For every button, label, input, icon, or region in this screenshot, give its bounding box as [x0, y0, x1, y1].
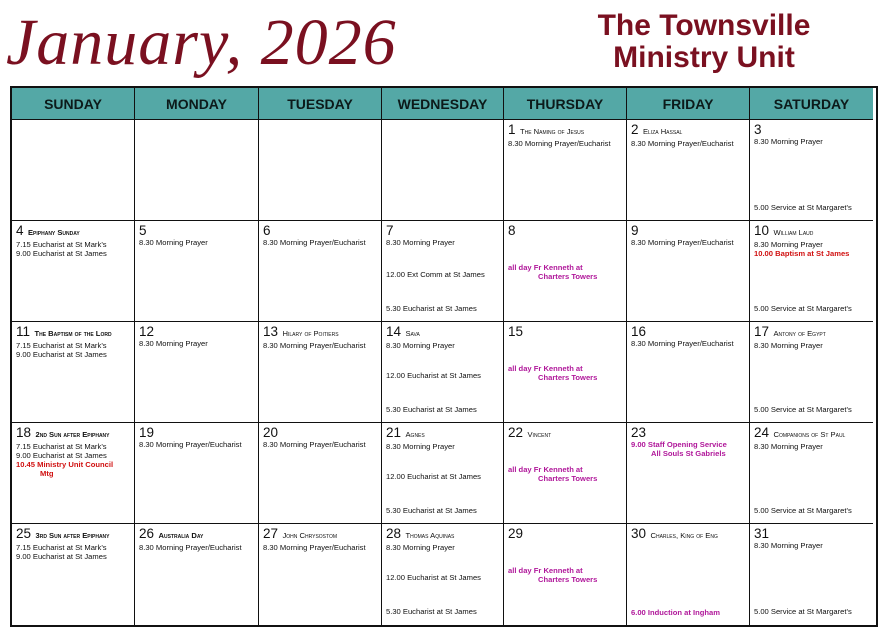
feast-label: Sava — [405, 329, 420, 338]
feast-label: John Chrysostom — [282, 531, 338, 540]
feast-label: Charles, King of Eng — [650, 531, 718, 540]
event-highlight: All Souls St Gabriels — [651, 449, 726, 458]
day-number: 8 — [508, 223, 516, 238]
day-number: 16 — [631, 324, 647, 339]
event-highlight: all day Fr Kenneth at Charters Towers — [508, 364, 598, 382]
event: 7.15 Eucharist at St Mark’s — [16, 442, 107, 451]
day-number: 13 — [263, 324, 279, 339]
feast-label: 2nd Sun after Epiphany — [35, 430, 110, 439]
day-number: 17 — [754, 324, 770, 339]
event: 8.30 Morning Prayer/Eucharist — [139, 543, 242, 552]
event: 8.30 Morning Prayer/Eucharist — [139, 440, 242, 449]
day-cell-9 — [627, 221, 750, 322]
event: 5.00 Service at St Margaret’s — [754, 607, 852, 616]
event: 12.00 Eucharist at St James — [386, 573, 481, 582]
feast-label: 3rd Sun after Epiphany — [35, 531, 110, 540]
feast-label: Antony of Egypt — [773, 329, 826, 338]
feast-label: Thomas Aquinas — [405, 531, 455, 540]
day-cell-7 — [382, 221, 504, 322]
day-cell-12 — [135, 322, 259, 423]
event: 5.30 Eucharist at St James — [386, 405, 477, 414]
day-number: 3 — [754, 122, 762, 137]
day-cell-10 — [750, 221, 873, 322]
event: 8.30 Morning Prayer/Eucharist — [263, 440, 366, 449]
day-cell-empty — [135, 120, 259, 221]
event: 5.00 Service at St Margaret’s — [754, 304, 852, 313]
weekday-sunday: SUNDAY — [12, 88, 135, 120]
event: 12.00 Ext Comm at St James — [386, 270, 485, 279]
day-number: 19 — [139, 425, 155, 440]
event: 9.00 Eucharist at St James — [16, 249, 107, 258]
day-number: 14 — [386, 324, 402, 339]
day-cell-11 — [12, 322, 135, 423]
event: 5.00 Service at St Margaret’s — [754, 203, 852, 212]
day-cell-29 — [504, 524, 627, 625]
day-number: 9 — [631, 223, 639, 238]
day-number: 18 — [16, 425, 32, 440]
event: 8.30 Morning Prayer — [386, 442, 455, 451]
event-highlight: all day Fr Kenneth at Charters Towers — [508, 566, 598, 584]
day-cell-30 — [627, 524, 750, 625]
day-number: 4 — [16, 223, 24, 238]
day-cell-20 — [259, 423, 382, 524]
event: 8.30 Morning Prayer — [754, 341, 823, 350]
day-number: 2 — [631, 122, 639, 137]
day-number: 28 — [386, 526, 402, 541]
day-cell-8 — [504, 221, 627, 322]
event: 8.30 Morning Prayer/Eucharist — [263, 238, 366, 247]
weekday-friday: FRIDAY — [627, 88, 750, 120]
day-number: 10 — [754, 223, 770, 238]
org-line-2: Ministry Unit — [613, 41, 795, 74]
day-cell-24 — [750, 423, 873, 524]
day-cell-empty — [259, 120, 382, 221]
weekday-saturday: SATURDAY — [750, 88, 873, 120]
day-number: 29 — [508, 526, 524, 541]
day-number: 23 — [631, 425, 647, 440]
event: 8.30 Morning Prayer — [386, 238, 455, 247]
day-cell-3 — [750, 120, 873, 221]
org-line-1: The Townsville — [597, 9, 811, 42]
event: 12.00 Eucharist at St James — [386, 472, 481, 481]
day-number: 27 — [263, 526, 279, 541]
feast-label: Companions of St Paul — [773, 430, 846, 439]
event: 8.30 Morning Prayer — [139, 339, 208, 348]
weekday-wednesday: WEDNESDAY — [382, 88, 504, 120]
day-cell-19 — [135, 423, 259, 524]
day-cell-2 — [627, 120, 750, 221]
day-cell-14 — [382, 322, 504, 423]
event: 8.30 Morning Prayer/Eucharist — [508, 139, 611, 148]
event-highlight: 9.00 Staff Opening Service — [631, 440, 727, 449]
event: 7.15 Eucharist at St Mark’s — [16, 543, 107, 552]
day-number: 30 — [631, 526, 647, 541]
event: 7.15 Eucharist at St Mark’s — [16, 341, 107, 350]
event: 8.30 Morning Prayer/Eucharist — [631, 238, 734, 247]
day-cell-6 — [259, 221, 382, 322]
feast-label: The Baptism of the Lord — [34, 329, 112, 338]
event: 8.30 Morning Prayer — [386, 543, 455, 552]
day-number: 1 — [508, 122, 516, 137]
day-number: 21 — [386, 425, 402, 440]
day-cell-5 — [135, 221, 259, 322]
day-cell-empty — [12, 120, 135, 221]
day-cell-25 — [12, 524, 135, 625]
calendar-grid — [10, 86, 878, 627]
event: 5.00 Service at St Margaret’s — [754, 405, 852, 414]
event-highlight: 6.00 Induction at Ingham — [631, 608, 721, 617]
day-number: 26 — [139, 526, 155, 541]
day-number: 15 — [508, 324, 524, 339]
event: 8.30 Morning Prayer — [386, 341, 455, 350]
day-cell-26 — [135, 524, 259, 625]
day-cell-27 — [259, 524, 382, 625]
day-cell-22 — [504, 423, 627, 524]
event: 5.30 Eucharist at St James — [386, 607, 477, 616]
day-cell-28 — [382, 524, 504, 625]
day-cell-15 — [504, 322, 627, 423]
event: 5.30 Eucharist at St James — [386, 506, 477, 515]
event: 12.00 Eucharist at St James — [386, 371, 481, 380]
weekday-thursday: THURSDAY — [504, 88, 627, 120]
event-highlight: all day Fr Kenneth at Charters Towers — [508, 465, 598, 483]
day-cell-23 — [627, 423, 750, 524]
feast-label: Hilary of Poitiers — [282, 329, 339, 338]
event-highlight: all day Fr Kenneth at Charters Towers — [508, 263, 598, 281]
day-cell-16 — [627, 322, 750, 423]
event: 8.30 Morning Prayer/Eucharist — [263, 543, 366, 552]
event-highlight: Mtg — [40, 469, 54, 478]
calendar-title: January, 2026 — [6, 6, 397, 79]
day-number: 25 — [16, 526, 32, 541]
event-highlight: 10.00 Baptism at St James — [754, 249, 850, 258]
day-cell-21 — [382, 423, 504, 524]
day-number: 11 — [16, 324, 31, 339]
organization-name — [524, 10, 884, 74]
feast-label: The Naming of Jesus — [519, 127, 585, 136]
event-highlight: 10.45 Ministry Unit Council — [16, 460, 114, 469]
day-cell-1 — [504, 120, 627, 221]
event: 5.30 Eucharist at St James — [386, 304, 477, 313]
feast-label: Eliza Hassal — [642, 127, 683, 136]
event: 9.00 Eucharist at St James — [16, 552, 107, 561]
event: 8.30 Morning Prayer — [139, 238, 208, 247]
day-cell-4 — [12, 221, 135, 322]
event: 8.30 Morning Prayer/Eucharist — [631, 139, 734, 148]
event: 7.15 Eucharist at St Mark’s — [16, 240, 107, 249]
feast-label: Australia Day — [158, 531, 204, 540]
event: 8.30 Morning Prayer/Eucharist — [263, 341, 366, 350]
feast-label: Vincent — [527, 430, 552, 439]
day-number: 5 — [139, 223, 147, 238]
event: 9.00 Eucharist at St James — [16, 350, 107, 359]
event: 8.30 Morning Prayer/Eucharist — [631, 339, 734, 348]
event: 9.00 Eucharist at St James — [16, 451, 107, 460]
event: 8.30 Morning Prayer — [754, 240, 823, 249]
day-cell-13 — [259, 322, 382, 423]
day-cell-empty — [382, 120, 504, 221]
day-cell-17 — [750, 322, 873, 423]
event: 5.00 Service at St Margaret’s — [754, 506, 852, 515]
day-number: 12 — [139, 324, 155, 339]
event: 8.30 Morning Prayer — [754, 137, 823, 146]
day-number: 31 — [754, 526, 770, 541]
day-number: 22 — [508, 425, 524, 440]
feast-label: Agnes — [405, 430, 425, 439]
day-number: 20 — [263, 425, 279, 440]
feast-label: William Laud — [773, 228, 814, 237]
weekday-tuesday: TUESDAY — [259, 88, 382, 120]
day-cell-31 — [750, 524, 873, 625]
weekday-monday: MONDAY — [135, 88, 259, 120]
day-number: 6 — [263, 223, 271, 238]
event: 8.30 Morning Prayer — [754, 541, 823, 550]
day-number: 7 — [386, 223, 394, 238]
day-number: 24 — [754, 425, 770, 440]
feast-label: Epiphany Sunday — [27, 228, 80, 237]
event: 8.30 Morning Prayer — [754, 442, 823, 451]
day-cell-18 — [12, 423, 135, 524]
